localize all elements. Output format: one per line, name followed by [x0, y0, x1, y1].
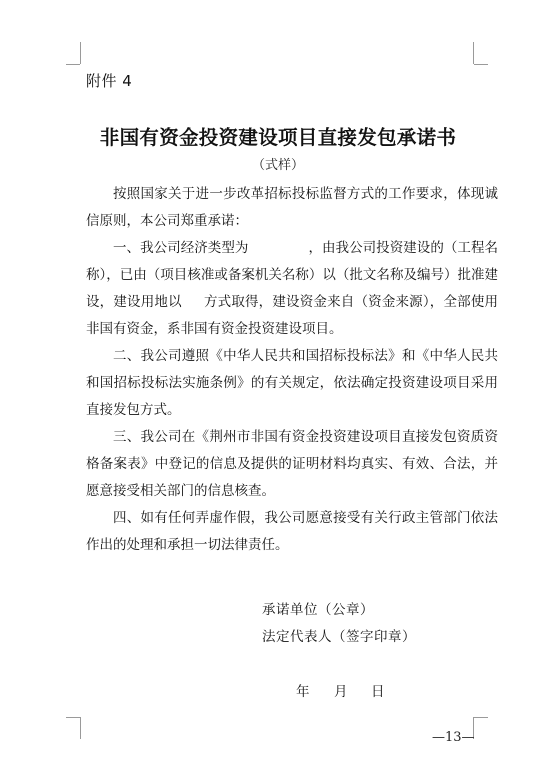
crop-mark-bottom-right-h: [474, 717, 488, 718]
date-month-label: 月: [334, 684, 348, 700]
clause-1: [86, 235, 498, 343]
annex-label: 附件 4: [86, 72, 133, 90]
signature-unit: 承诺单位（公章）: [262, 602, 374, 618]
crop-mark-top-right-h: [474, 64, 488, 65]
signature-representative: 法定代表人（签字印章）: [262, 629, 416, 645]
clause-3: 三、我公司在《荆州市非国有资金投资建设项目直接发包资质资格备案表》中登记的信息及提供的证明材料均真实、有效、合法，并愿意接受相关部门的信息核查。: [86, 429, 498, 499]
crop-mark-bottom-left-h: [66, 717, 80, 718]
crop-mark-top-left-v: [80, 42, 81, 64]
document-body: [86, 181, 498, 559]
crop-mark-top-right-v: [473, 42, 474, 64]
clause-1-part-a: 一、我公司经济类型为: [113, 240, 249, 256]
intro-paragraph: 按照国家关于进一步改革招标投标监督方式的工作要求，体现诚信原则，本公司郑重承诺：: [86, 186, 498, 229]
clause-1-part-b: ，由我公司投资建设的（工程名称），已由（项目核准或备案机关名称）以（批文名称及编号）批准建设，建设用地以: [86, 240, 499, 310]
clause-2: 二、我公司遵照《中华人民共和国招标投标法》和《中华人民共和国招标投标法实施条例》的有关规定，依法确定投资建设项目采用直接发包方式。: [86, 348, 498, 418]
date-day-label: 日: [371, 684, 385, 700]
date-year-label: 年: [296, 684, 310, 700]
clause-1-part-c: 方式取得，建设资金来自（资金来源），全部使用非国有资金，系非国有资金投资建设项目。: [86, 294, 499, 337]
document-subtitle: （式样）: [251, 158, 304, 173]
clause-4: 四、如有任何弄虚作假，我公司愿意接受有关行政主管部门依法作出的处理和承担一切法律责任。: [86, 510, 498, 553]
crop-mark-top-left-h: [66, 64, 80, 65]
crop-mark-bottom-left-v: [80, 717, 81, 739]
document-title: 非国有资金投资建设项目直接发包承诺书: [99, 126, 457, 149]
page-number: —13—: [432, 730, 475, 745]
